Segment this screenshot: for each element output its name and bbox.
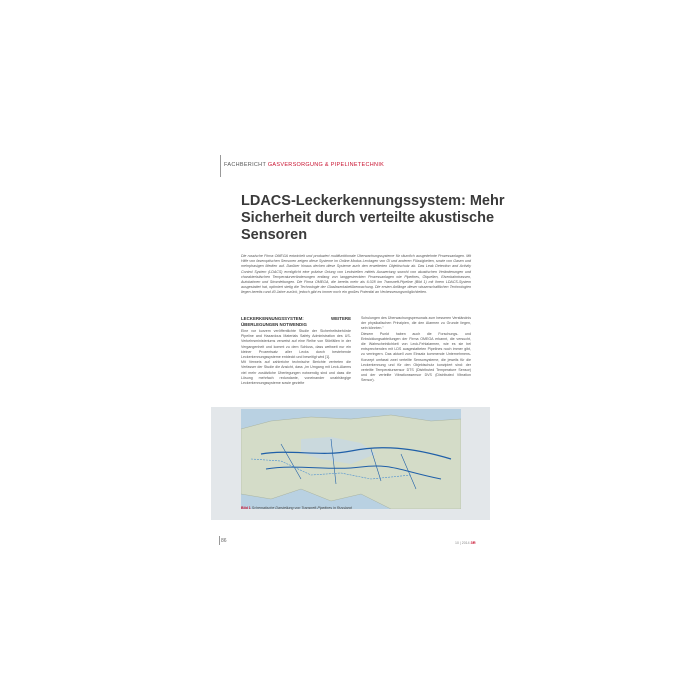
title-line: Sicherheit durch verteilte akustische — [241, 210, 495, 226]
page-number: 86 — [221, 538, 227, 544]
issue-label: 10 | 2014 — [455, 541, 470, 545]
paragraph: Schulungen des Überwachungspersonals zum besseren Verständnis der physikalischen Prinzipien, die den Alarmen zu Grunde liegen, sein könnten." — [361, 316, 471, 331]
section-rubric — [224, 162, 384, 168]
footer-issue — [455, 540, 476, 545]
paragraph: Mit Verweis auf zahlreiche technische Berichte vertreten die Verfasser der Studie die Ansicht, dass „im Umgang mit Leck-Alarms viel mehr zusätzliche Überlegungen notwendig sind und dass die Lösung mehrfach redundante, voneinander unabhängige Leckerkennungssysteme sowie gezielte — [241, 360, 351, 386]
article-lead: Die russische Firma OMEGA entwickelt und produziert multifunktionale Überwachungssysteme für räumlich ausgedehnte Prozessanlagen. Mit Hilfe von faseroptischen Sensoren zeigen diese Systeme im Online-Modus Leckagen von Öl und anderen Flüssigkeiten, sowie von Gasen und mehrphasigen Medien auf. Darüber hinaus decken diese Systeme auch den erweiterten Objektschutz ab. Das Leak Detection and Activity Control System (LDACS) ermöglicht eine präzise Ortung von Leckstellen mittels Auswertung sowohl von akustischen Veränderungen und charakteristischen Temperaturveränderungen entlang von langgestreckten Prozessanlagen wie Pipelines, Ölquellen, Eisenbahntrassen, Autobahnen und Stromleitungen. Die Firma OMEGA, die bereits mehr als 6.028 km Transneft-Pipeline (Bild 1) mit ihrem LDACS-System ausgestattet hat, optimiert stetig die Technologie der Glasfaserkabelüberwachung. Die ersten Anfänge dieser wissenschaftlichen Technologien liegen bereits rund 40 Jahre zurück, jedoch gibt es immer noch ein großes Potential an Verbesserungsmöglichkeiten. — [241, 254, 471, 295]
caption-text: Schematische Darstellung von Transneft-Pipelines in Russland — [251, 506, 352, 510]
magazine-logo: 3R — [470, 540, 476, 545]
title-line: Sensoren — [241, 227, 308, 243]
paragraph: Diesem Punkt haben auch die Forschungs- und Entwicklungsabteilungen der Firma OMEGA erkannt, die versucht, die Wahrscheinlichkeit von Leck-Fehlalarmen, wie es sie bei entsprechenden mit LDS ausgestatteten Pipelines noch immer gibt, zu verringern. Das aktuell zum Einsatz kommende Unternehmens-Konzept umfasst zwei verteilte Sensorsysteme, die jeweils für die Leckerkennung und für den Objektschutz konzipiert sind: der verteilte Temperatursensor DTS (Distributed Temperature Sensor) und der verteilte Vibrationssensor DVS (Distributed Vibration Sensor). — [361, 331, 471, 383]
section-heading: LECKERKENNUNGSSYSTEM: WEITERE ÜBERLEGUNGEN NOTWENDIG — [241, 316, 351, 327]
rubric-category: FACHBERICHT — [224, 162, 267, 168]
paragraph: Eine vor kurzem veröffentlichte Studie der Sicherheitsbehörde Pipeline and Hazardous Materials Safety Administration des US-Verkehrsministeriums verweist auf eine Reihe von Störfällen in der Vergangenheit und kommt zu dem Schluss, dass weltweit nur ein kleiner Prozentsatz aller Lecks durch bestehende Leckerkennungssysteme entdeckt und beseitigt wird [1]. — [241, 329, 351, 360]
left-column — [241, 316, 351, 386]
figure-label: Bild 1 — [241, 506, 251, 510]
rubric-section: GASVERSORGUNG & PIPELINETECHNIK — [267, 162, 385, 168]
article-title — [241, 193, 505, 244]
figure-caption — [241, 506, 352, 510]
pipeline-map-figure — [211, 407, 490, 520]
right-column — [361, 316, 471, 384]
footer-rule — [219, 536, 220, 545]
header-rule — [220, 155, 221, 177]
pipeline-map — [241, 409, 461, 509]
title-line: LDACS-Leckerkennungssystem: Mehr — [241, 193, 505, 209]
